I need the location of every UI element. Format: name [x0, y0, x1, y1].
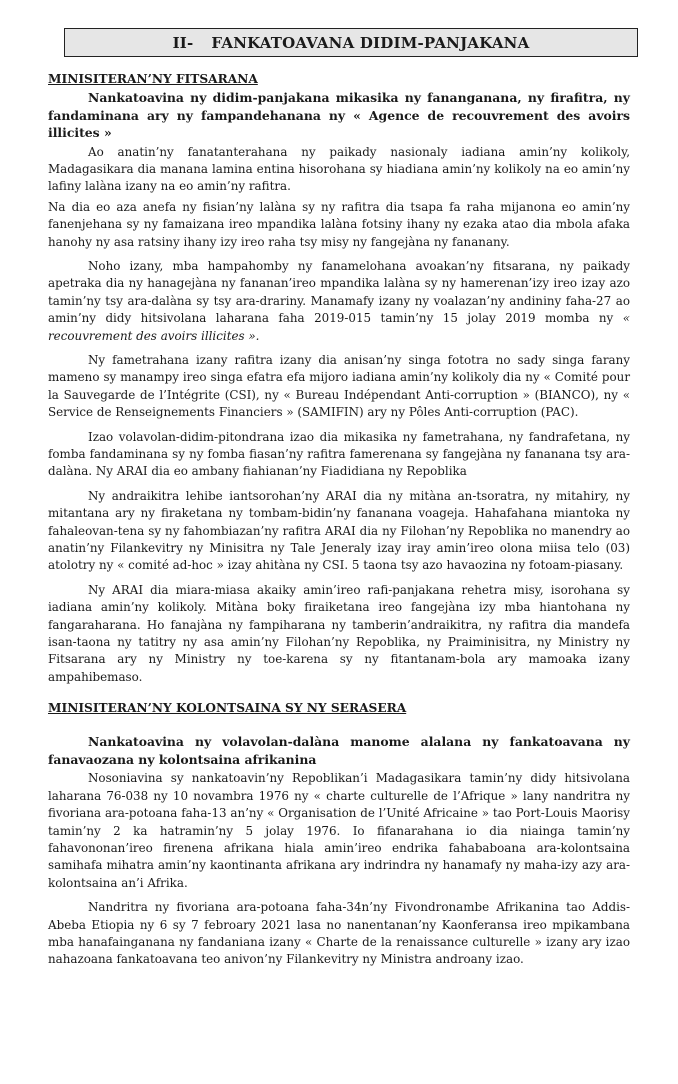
paragraph: Ny fametrahana izany rafitra izany dia anisan’ny singa fototra no sady singa farany mameno sy manampy ireo singa efatra efa mijoro iadiana amin’ny kolikoly dia ny « Comité pour la Sauvegarde de l’Intégrite (CSI), ny « Bureau Indépendant Anti-corruption » (BIANCO), ny « Service de Renseignements Financiers » (SAMIFIN) ary ny Pôles Anti-corruption (PAC). [48, 352, 630, 420]
paragraph-italic-text: « recouvrement des avoirs illicites ». [48, 311, 630, 343]
paragraph: Ao anatin’ny fanatanterahana ny paikady nasionaly iadiana amin’ny kolikoly, Madagasikara dia manana lamina entina hisorohana sy hiadiana amin’ny kolikoly na eo amin’ny lafiny lalàna izany na eo amin’ny rafitra. [48, 144, 630, 194]
paragraph: Na dia eo aza anefa ny fisian’ny lalàna sy ny rafitra dia tsapa fa raha mijanona eo amin’ny fanenjehana sy ny famaizana ireo mpandika lalàna fotsiny ihany ny ezaka atao dia mbola afaka hanohy ny asa ratsiny ihany izy ireo raha tsy misy ny fangejàna ny fananany. [48, 199, 630, 249]
paragraph: Izao volavolan-didim-pitondrana izao dia mikasika ny fametrahana, ny fandrafetana, ny fomba fandaminana sy ny fomba fiasan’ny rafitra famerenana sy fangejàna ny fananana tsy ara-dalàna. Ny ARAI dia eo ambany fiahianan’ny Fiadidiana ny Repoblika [48, 429, 630, 479]
section-number: II- [172, 33, 194, 52]
paragraph-text: Noho izany, mba hampahomby ny fanamelohana avoakan’ny fitsarana, ny paikady apetraka dia ny hanagejàna ny fananan’ireo mpandika lalàna sy ny hamerenan’izy ireo izay azo tamin’ny tsy ara-dalàna sy tsy ara-drariny. Manamafy izany ny voalazan’ny andininy faha-27 ao amin’ny didy hitsivolana laharana faha 2019-015 tamin’ny 15 jolay 2019 momba ny [48, 258, 630, 326]
paragraph: Nandritra ny fivoriana ara-potoana faha-34n’ny Fivondronambe Afrikanina tao Addis-Abeba Etiopia ny 6 sy 7 febroary 2021 lasa no nanentanan’ny Kaonferansa ireo mpikambana mba hanafainganana ny fandaniana izany « Charte de la renaissance culturelle » izany ary izao nahazoana fankatoavana teo anivon’ny Filankevitry ny Ministra androany izao. [48, 900, 630, 967]
paragraph: Nosoniavina sy nankatoavin’ny Repoblikan’i Madagasikara tamin’ny didy hitsivolana laharana 76-038 ny 10 novambra 1976 ny « charte culturelle de l’Afrique » lany nandritra ny fivoriana ara-potoana faha-13 an’ny « Organisation de l’Unité Africaine » tao Port-Louis Maorisy tamin’ny 2 ka hatramin’ny 5 jolay 1976. Io fifanarahana io dia niainga tamin’ny fahavononan’ireo firenena afrikana hiala amin’ireo endrika fahababoana ara-kolontsaina samihafa mihatra amin’ny kaontinanta afrikana ary indrindra ny hanamafy ny maha-izy azy ara-kolontsaina an’i Afrika. [48, 771, 630, 890]
section-heading-culture: MINISITERAN’NY KOLONTSAINA SY NY SERASERA [48, 701, 407, 716]
decree-subtitle-arai: Nankatoavina ny didim-panjakana mikasika ny fananganana, ny firafitra, ny fandaminana ary ny fampandehanana ny « Agence de recouvrement des avoirs illicites » [48, 90, 630, 140]
document-title: FANKATOAVANA DIDIM-PANJAKANA [211, 33, 530, 52]
document-title-box [64, 28, 638, 57]
bill-subtitle-culture: Nankatoavina ny volavolan-dalàna manome alalana ny fankatoavana ny fanavaozana ny kolontsaina afrikanina [48, 734, 630, 767]
paragraph [48, 258, 630, 345]
section-heading-justice: MINISITERAN’NY FITSARANA [48, 72, 258, 86]
paragraph: Ny ARAI dia miara-miasa akaiky amin’ireo rafi-panjakana rehetra misy, isorohana sy iadiana amin’ny kolikoly. Mitàna boky firaiketana ireo fangejàna izy mba hiantohana ny fangaraharana. Ho fanajàna ny fampiharana ny tamberin’andraikitra, ny rafitra dia mandefa isan-taona ny tatitry ny asa amin’ny Filohan’ny Repoblika, ny Praiminisitra, ny Ministry ny Fitsarana ary ny Ministry ny toe-karena sy ny fitantanam-bola ary mamoaka izany ampahibemaso. [48, 582, 630, 684]
paragraph: Ny andraikitra lehibe iantsorohan’ny ARAI dia ny mitàna an-tsoratra, ny mitahiry, ny mitantana ary ny firaketana ny tombam-bidin’ny fananana voageja. Hahafahana miantoka ny fahaleovan-tena sy ny fahombiazan’ny rafitra ARAI dia ny Filohan’ny Repoblika no manendry ao anatin’ny Filankevitry ny Minisitra ny Tale Jeneraly izay iray amin’ireo olona miisa telo (03) atolotry ny « comité ad-hoc » izay ahitàna ny CSI. 5 taona tsy azo havaozina ny fotoam-piasany. [48, 488, 630, 573]
